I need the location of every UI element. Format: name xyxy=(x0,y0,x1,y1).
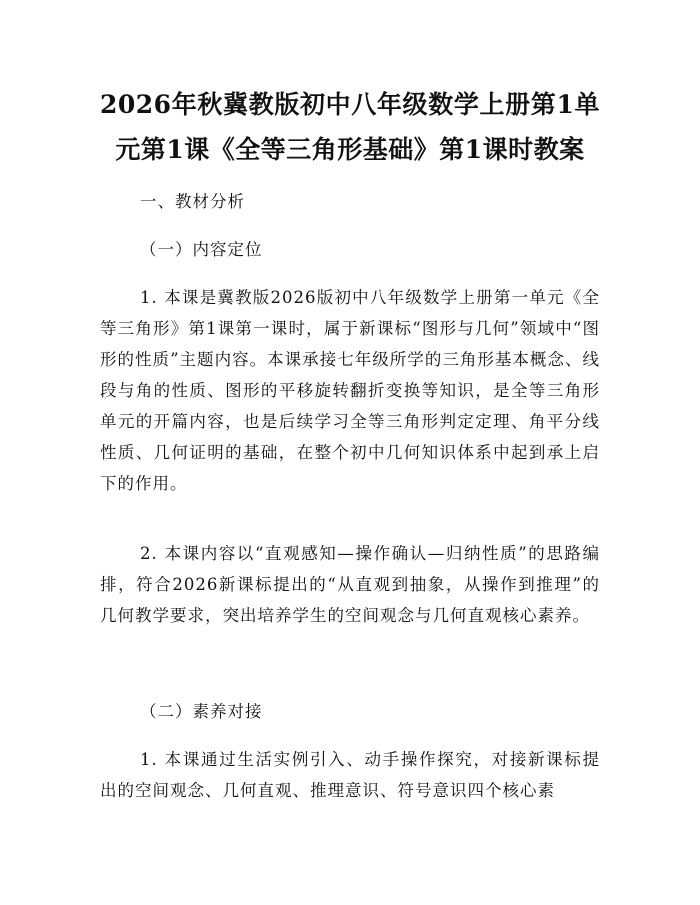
document-title: 2026年秋冀教版初中八年级数学上册第1单元第1课《全等三角形基础》第1课时教案 xyxy=(100,90,600,164)
paragraph-literacy-connection-1: 1. 本课通过生活实例引入、动手操作探究，对接新课标提出的空间观念、几何直观、推理意识、符号意识四个核心素 xyxy=(100,750,600,800)
paragraph-content-positioning-2: 2. 本课内容以“直观感知—操作确认—归纳性质”的思路编排，符合2026新课标提出的“从直观到抽象，从操作到推理”的几何教学要求，突出培养学生的空间观念与几何直观核心素养。 xyxy=(100,544,600,625)
section-heading-textbook-analysis: 一、教材分析 xyxy=(140,192,245,211)
subsection-heading-content-positioning: （一）内容定位 xyxy=(140,240,263,259)
subsection-heading-literacy-connection: （二）素养对接 xyxy=(140,702,263,721)
paragraph-content-positioning-1: 1. 本课是冀教版2026版初中八年级数学上册第一单元《全等三角形》第1课第一课时，属于新课标“图形与几何”领域中“图形的性质”主题内容。本课承接七年级所学的三角形基本概念、线段与角的性质、图形的平移旋转翻折变换等知识，是全等三角形单元的开篇内容，也是后续学习全等三角形判定定理、角平分线性质、几何证明的基础，在整个初中几何知识体系中起到承上启下的作用。 xyxy=(100,288,600,493)
